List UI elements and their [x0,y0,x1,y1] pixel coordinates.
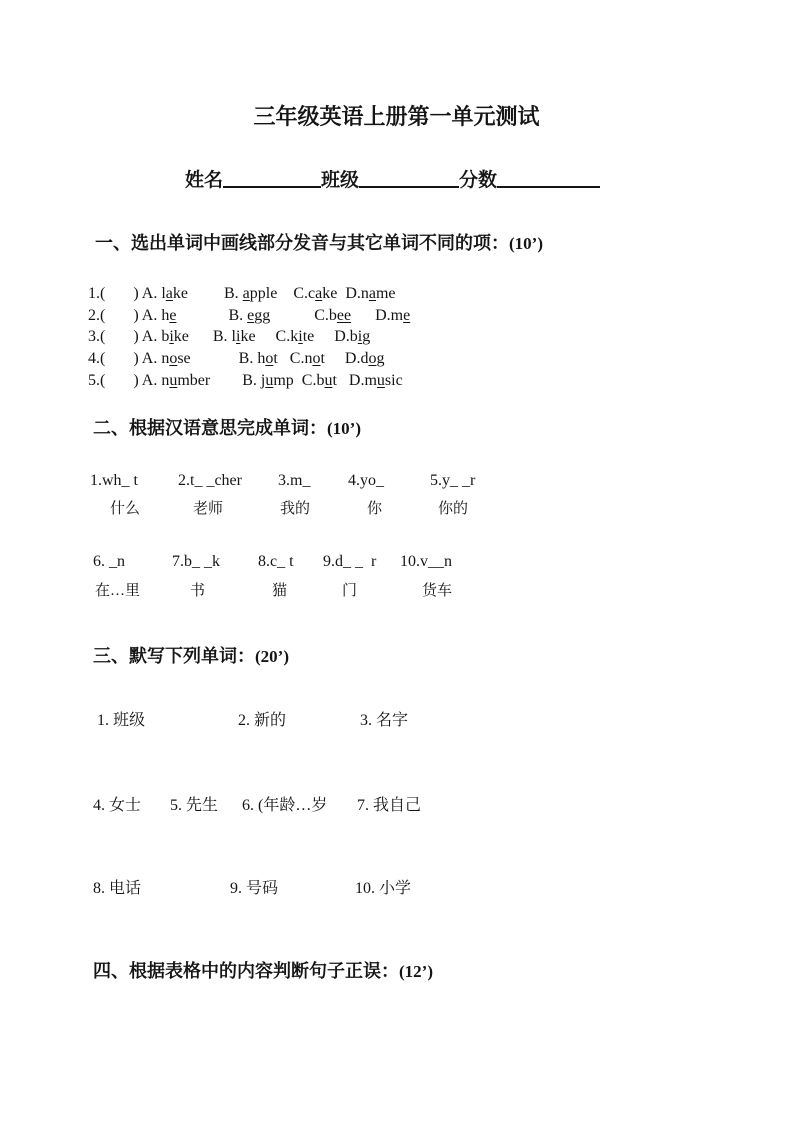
section1-heading-text: 一、选出单词中画线部分发音与其它单词不同的项： [95,233,509,254]
phonetic-text: te D.b [302,328,358,346]
phonetic-text: ke C.k [240,328,299,346]
dictation-item: 8. 电话 [93,880,142,897]
phonetic-text: 3.( ) A. b [88,328,170,346]
word-meaning-chinese: 门 [342,583,358,599]
dictation-item: 6. (年龄…岁 [242,797,328,814]
dictation-item: 2. 新的 [238,712,287,729]
word-completion-item: 9.d_ _ r [323,553,377,570]
word-meaning-chinese: 你 [367,501,383,517]
underlined-letters: i [298,328,303,346]
phonetic-text: ke B. [172,285,243,302]
underlined-letters: o [312,350,321,368]
underlined-letters: i [169,328,174,346]
phonetic-text: 2.( ) A. h [88,306,170,324]
underlined-letters: a [315,285,323,302]
word-meaning-chinese: 书 [190,583,206,599]
phonetic-text: g [376,350,385,368]
word-meaning-chinese: 老师 [193,501,224,517]
section3-heading-text: 三、默写下列单词： [93,646,255,667]
underlined-letters: o [169,350,178,368]
word-completion-item: 6. _n [93,553,125,570]
page-title: 三年级英语上册第一单元测试 [253,105,540,130]
dictation-item: 7. 我自己 [357,797,422,814]
word-completion-item: 5.y_ _r [430,472,476,489]
section4-points: (12’) [399,962,433,981]
student-info-line [185,165,600,192]
word-meaning-chinese: 什么 [110,501,141,517]
word-completion-item: 2.t_ _cher [178,472,242,489]
section1-points: (10’) [509,234,543,253]
section2-points: (10’) [327,419,361,438]
phonetic-question-row [88,305,410,327]
phonetic-text: g [362,328,371,346]
class-blank [359,172,459,188]
phonetic-text: sic [384,371,403,389]
underlined-letters: e [247,306,255,324]
section4-heading-text: 四、根据表格中的内容判断句子正误： [93,961,399,982]
phonetic-question-row [88,348,410,370]
word-meaning-chinese: 我的 [280,501,311,517]
underlined-letters: ee [336,306,352,324]
phonetic-question-row [88,326,410,348]
underlined-letters: e [403,306,411,324]
phonetic-text: 1.( ) A. l [88,285,166,302]
phonetic-text: 5.( ) A. n [88,371,170,389]
underlined-letters: o [265,350,274,368]
phonetic-text: t C.n [273,350,313,368]
word-completion-item: 3.m_ [278,472,311,489]
dictation-item: 9. 号码 [230,880,279,897]
word-meaning-chinese: 货车 [422,583,453,599]
dictation-item: 10. 小学 [355,880,412,897]
score-label: 分数 [459,169,498,191]
underlined-letters: a [242,285,250,302]
word-completion-item: 7.b_ _k [172,553,220,570]
dictation-item: 5. 先生 [170,797,219,814]
phonetic-question-row [88,370,410,392]
word-completion-item: 4.yo_ [348,472,384,489]
underlined-letters: u [265,371,274,389]
underlined-letters: a [368,285,376,302]
word-meaning-chinese: 你的 [438,501,469,517]
phonetic-text: gg C.b [254,306,337,324]
section4-heading [93,957,433,983]
phonetic-text: mber B. j [177,371,266,389]
word-completion-item: 1.wh_ t [90,472,138,489]
score-blank [497,172,600,188]
section3-points: (20’) [255,647,289,666]
name-blank [223,172,321,188]
phonetic-text: D.m [351,306,404,324]
underlined-letters: u [324,371,333,389]
section2-heading [93,414,361,440]
underlined-letters: i [236,328,241,346]
phonetic-text: me [375,285,396,302]
name-label: 姓名 [185,169,224,191]
section1-question-list [88,283,410,392]
section1-heading [95,229,543,255]
phonetic-text: mp C.b [273,371,325,389]
phonetic-question-row [88,283,410,305]
section2-heading-text: 二、根据汉语意思完成单词： [93,418,327,439]
underlined-letters: i [357,328,363,346]
word-completion-item: 8.c_ t [258,553,294,570]
underlined-letters: e [169,306,177,324]
word-completion-item: 10.v__n [400,553,452,570]
dictation-item: 4. 女士 [93,797,142,814]
word-meaning-chinese: 猫 [272,583,288,599]
section3-heading [93,642,289,668]
phonetic-text: t D.m [332,371,377,389]
phonetic-text: 4.( ) A. n [88,350,170,368]
phonetic-text: ke D.n [322,285,369,302]
phonetic-text: B. [176,306,248,324]
phonetic-text: se B. h [177,350,266,368]
phonetic-text: ke B. l [173,328,236,346]
underlined-letters: u [169,371,178,389]
underlined-letters: o [368,350,377,368]
class-label: 班级 [321,169,360,191]
dictation-item: 1. 班级 [97,712,146,729]
phonetic-text: pple C.c [249,285,316,302]
dictation-item: 3. 名字 [360,712,409,729]
phonetic-text: t D.d [320,350,369,368]
underlined-letters: u [376,371,385,389]
underlined-letters: a [165,285,173,302]
word-meaning-chinese: 在…里 [95,583,141,599]
